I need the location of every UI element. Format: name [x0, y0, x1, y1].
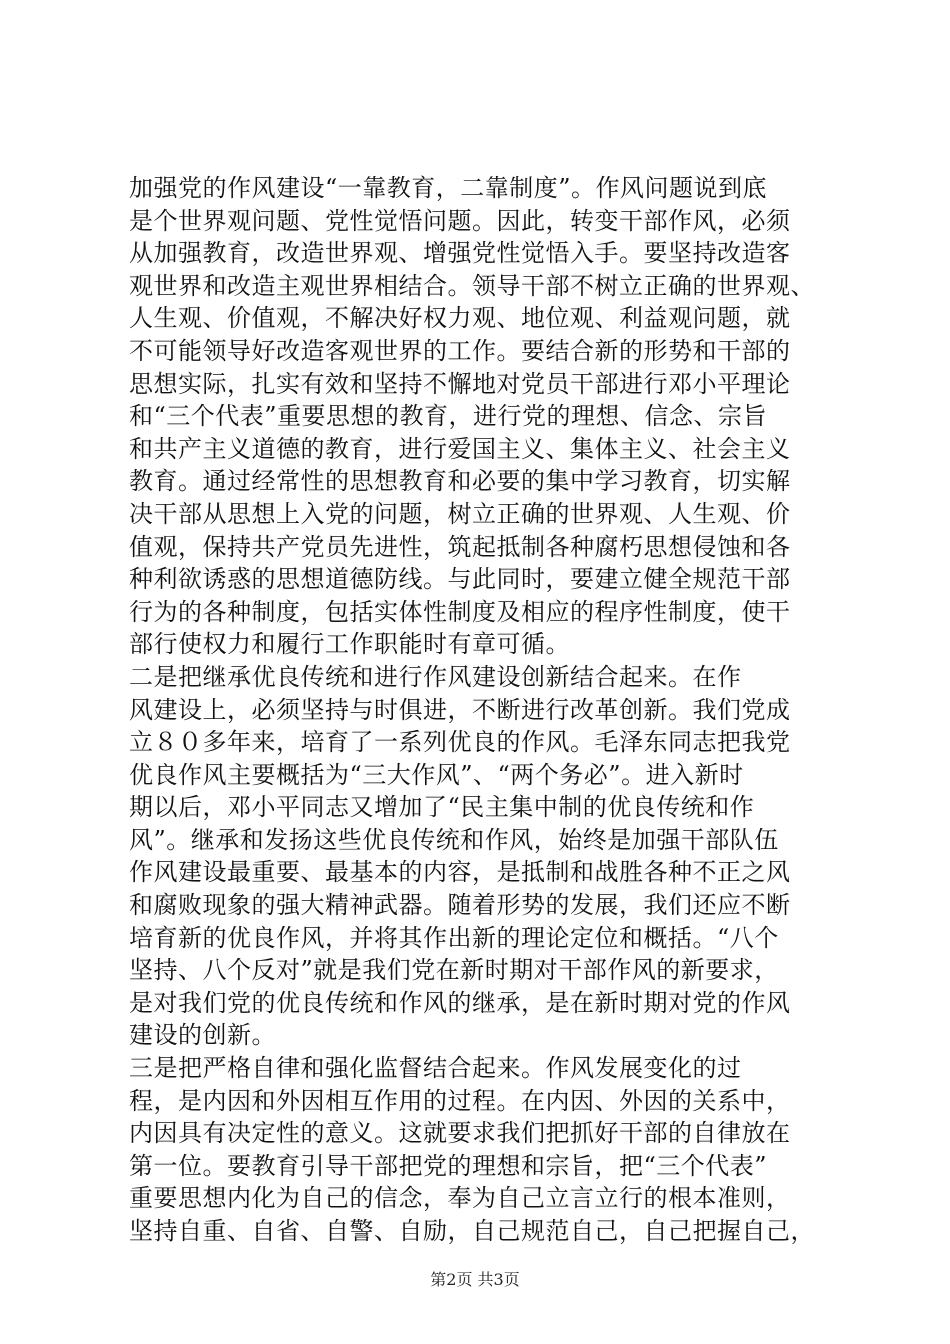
text-line: 是个世界观问题、党性觉悟问题。因此，转变干部作风，必须 [129, 206, 791, 235]
text-line: 内因具有决定性的意义。这就要求我们把抓好干部的自律放在 [129, 1119, 791, 1148]
text-line: 是对我们党的优良传统和作风的继承，是在新时期对党的作风 [129, 988, 791, 1017]
text-line: 立８０多年来，培育了一系列优良的作风。毛泽东同志把我党 [129, 728, 791, 757]
text-line: 优良作风主要概括为“三大作风”、“两个务必”。进入新时 [129, 760, 744, 789]
text-line: 期以后，邓小平同志又增加了“民主集中制的优良传统和作 [129, 793, 755, 822]
text-line: 教育。通过经常性的思想教育和必要的集中学习教育，切实解 [129, 467, 791, 496]
body-text [129, 172, 829, 1248]
text-line: 风”。继承和发扬这些优良传统和作风，始终是加强干部队伍 [129, 825, 779, 854]
text-line: 建设的创新。 [129, 1021, 276, 1050]
text-line: 人生观、价值观，不解决好权力观、地位观、利益观问题，就 [129, 304, 791, 333]
text-line: 观世界和改造主观世界相结合。领导干部不树立正确的世界观、 [129, 271, 815, 300]
text-line: 加强党的作风建设“一靠教育，二靠制度”。作风问题说到底 [129, 174, 768, 202]
text-line: 坚持自重、自省、自警、自励，自己规范自己，自己把握自己， [129, 1217, 815, 1245]
text-line: 培育新的优良作风，并将其作出新的理论定位和概括。“八个 [129, 923, 779, 952]
text-line: 种利欲诱惑的思想道德防线。与此同时，要建立健全规范干部 [129, 565, 791, 594]
text-line: 从加强教育，改造世界观、增强党性觉悟入手。要坚持改造客 [129, 239, 791, 268]
text-line: 值观，保持共产党员先进性，筑起抵制各种腐朽思想侵蚀和各 [129, 532, 791, 561]
text-line: 程，是内因和外因相互作用的过程。在内因、外因的关系中， [129, 1086, 791, 1115]
text-line: 风建设上，必须坚持与时俱进，不断进行改革创新。我们党成 [129, 695, 791, 724]
text-line: 不可能领导好改造客观世界的工作。要结合新的形势和干部的 [129, 336, 791, 365]
text-line: 坚持、八个反对”就是我们党在新时期对干部作风的新要求， [129, 956, 779, 985]
text-line: 决干部从思想上入党的问题，树立正确的世界观、人生观、价 [129, 499, 791, 528]
text-line: 重要思想内化为自己的信念，奉为自己立言立行的根本准则， [129, 1184, 791, 1213]
text-line: 作风建设最重要、最基本的内容，是抵制和战胜各种不正之风 [129, 858, 791, 887]
text-line: 和“三个代表”重要思想的教育，进行党的理想、信念、宗旨 [129, 402, 768, 431]
text-line: 部行使权力和履行工作职能时有章可循。 [129, 630, 570, 659]
text-line: 和腐败现象的强大精神武器。随着形势的发展，我们还应不断 [129, 891, 791, 920]
text-line: 和共产主义道德的教育，进行爱国主义、集体主义、社会主义 [129, 434, 791, 463]
text-line: 第一位。要教育引导干部把党的理想和宗旨，把“三个代表” [129, 1151, 768, 1180]
text-line: 三是把严格自律和强化监督结合起来。作风发展变化的过 [129, 1054, 742, 1083]
text-line: 行为的各种制度，包括实体性制度及相应的程序性制度，使干 [129, 597, 791, 626]
text-line: 思想实际，扎实有效和坚持不懈地对党员干部进行邓小平理论 [129, 369, 791, 398]
text-line: 二是把继承优良传统和进行作风建设创新结合起来。在作 [129, 662, 742, 691]
page-footer: 第2页 共3页 [430, 1270, 520, 1289]
